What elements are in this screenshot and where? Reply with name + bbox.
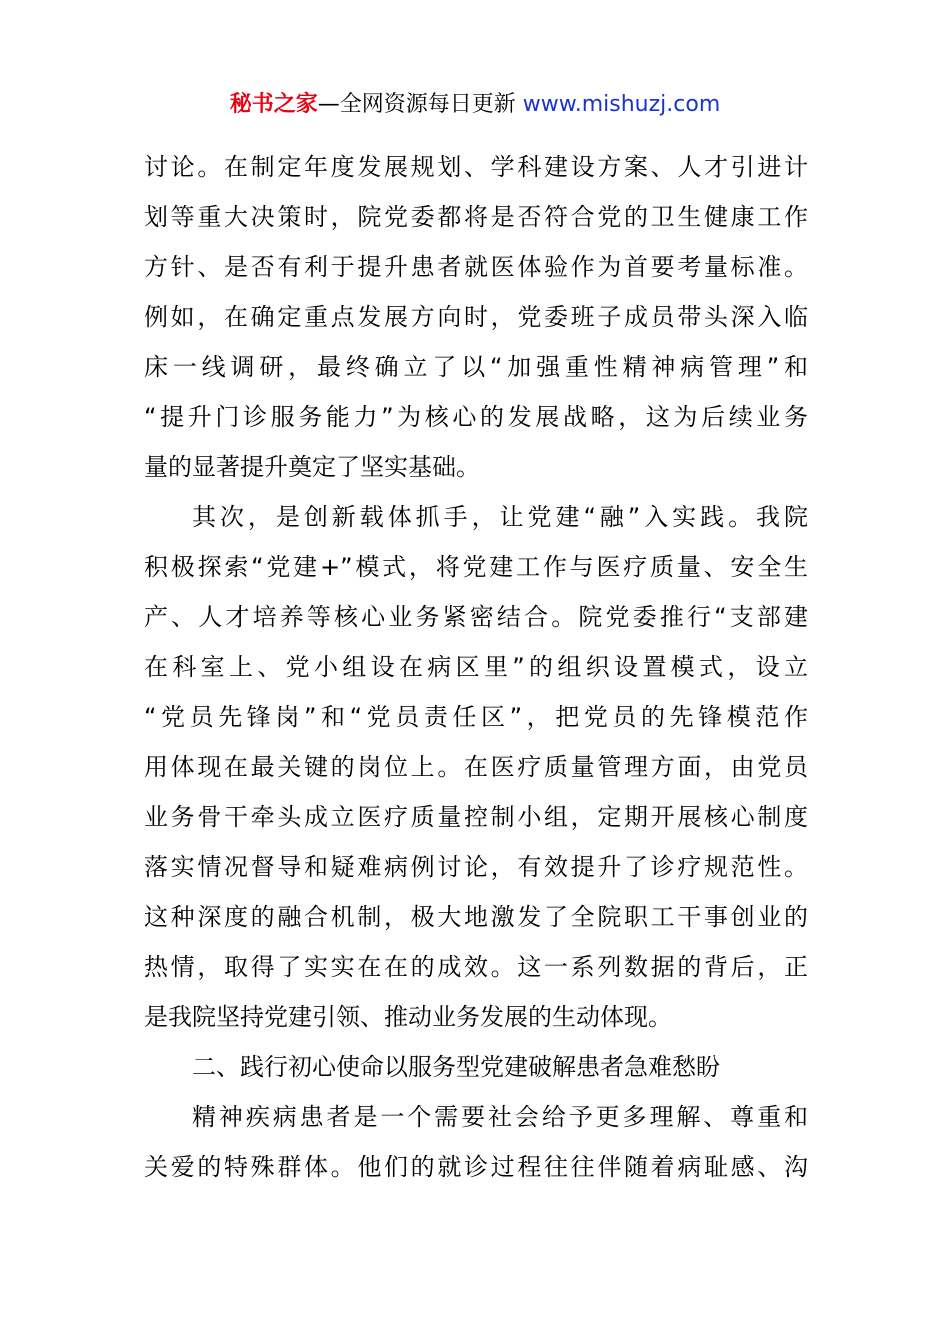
body-line: “提升门诊服务能力”为核心的发展战略，这为后续业务 <box>144 403 808 431</box>
body-line: 用体现在最关键的岗位上。在医疗质量管理方面，由党员 <box>144 753 808 781</box>
body-line: 这种深度的融合机制，极大地激发了全院职工干事创业的 <box>144 903 808 931</box>
body-line: 划等重大决策时，院党委都将是否符合党的卫生健康工作 <box>144 203 808 231</box>
body-line: “党员先锋岗”和“党员责任区”，把党员的先锋模范作 <box>144 703 808 731</box>
header-tagline: —全网资源每日更新 <box>317 92 523 117</box>
body-line: 落实情况督导和疑难病例讨论，有效提升了诊疗规范性。 <box>144 853 808 881</box>
body-line: 床一线调研，最终确立了以“加强重性精神病管理”和 <box>144 353 808 381</box>
site-url-link[interactable]: www.mishuzj.com <box>522 92 721 117</box>
paragraph-start: 精神疾病患者是一个需要社会给予更多理解、尊重和 <box>192 1103 808 1131</box>
site-header <box>0 88 950 122</box>
body-line: 业务骨干牵头成立医疗质量控制小组，定期开展核心制度 <box>144 803 808 831</box>
body-line: 产、人才培养等核心业务紧密结合。院党委推行“支部建 <box>144 603 808 631</box>
body-line: 方针、是否有利于提升患者就医体验作为首要考量标准。 <box>144 253 808 281</box>
body-line: 例如，在确定重点发展方向时，党委班子成员带头深入临 <box>144 303 808 331</box>
body-line: 积极探索“党建+”模式，将党建工作与医疗质量、安全生 <box>144 553 808 581</box>
body-line: 讨论。在制定年度发展规划、学科建设方案、人才引进计 <box>144 153 808 181</box>
body-line: 量的显著提升奠定了坚实基础。 <box>144 453 480 481</box>
paragraph-start: 其次，是创新载体抓手，让党建“融”入实践。我院 <box>192 503 808 531</box>
body-line: 是我院坚持党建引领、推动业务发展的生动体现。 <box>144 1003 672 1031</box>
brand-name: 秘书之家 <box>229 92 318 117</box>
body-line: 关爱的特殊群体。他们的就诊过程往往伴随着病耻感、沟 <box>144 1153 808 1181</box>
document-body <box>144 142 808 1192</box>
section-heading: 二、践行初心使命以服务型党建破解患者急难愁盼 <box>192 1053 720 1081</box>
body-line: 热情，取得了实实在在的成效。这一系列数据的背后，正 <box>144 953 808 981</box>
body-line: 在科室上、党小组设在病区里”的组织设置模式，设立 <box>144 653 808 681</box>
